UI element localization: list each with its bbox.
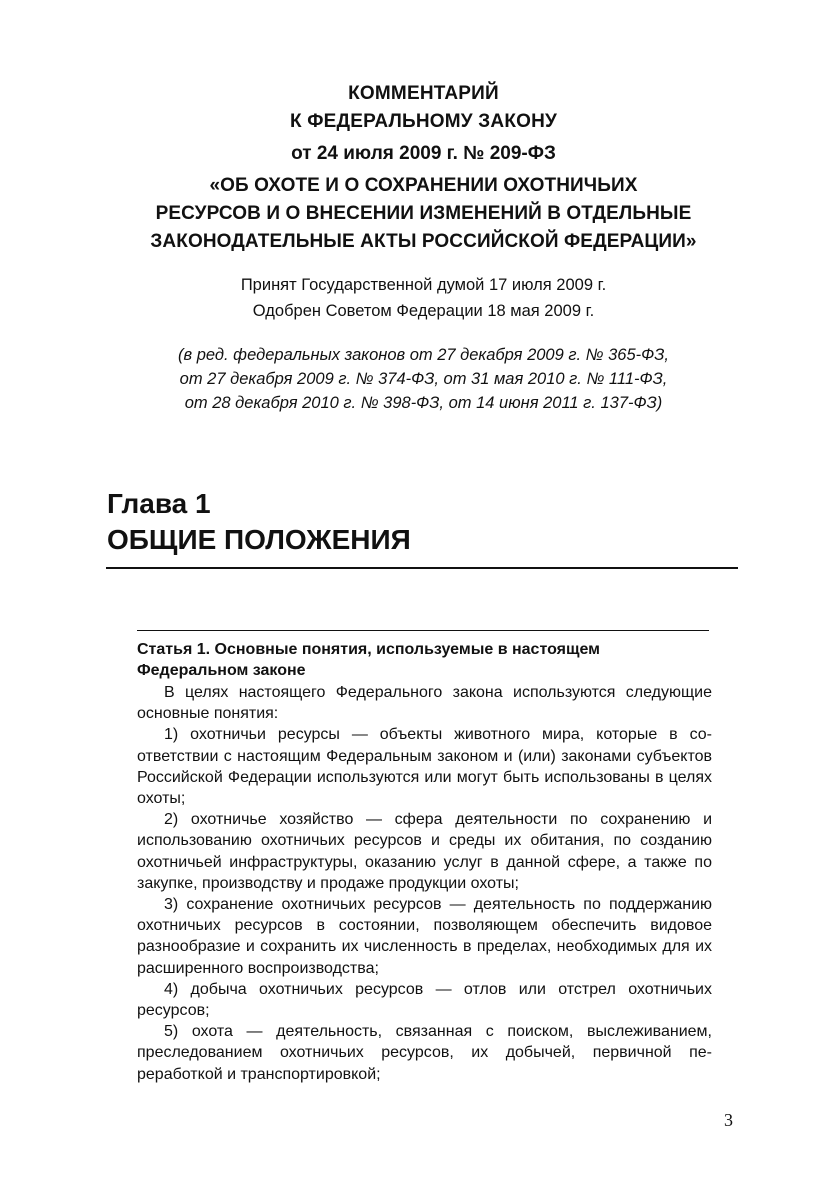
page-number: 3 bbox=[724, 1110, 733, 1130]
article-divider bbox=[137, 630, 709, 631]
amendments-line-2: от 27 декабря 2009 г. № 374-ФЗ, от 31 мая 2010 г. № 111-ФЗ, bbox=[179, 370, 668, 388]
title-line-2: К ФЕДЕРАЛЬНОМУ ЗАКОНУ bbox=[289, 111, 558, 132]
paragraph-1: 1) охотничьи ресурсы — объекты животного мира, которые в соответствии с настоящим Федеральным законом и (или) законами субъектов Российской Федерации используются или могут быть использованы в целях охоты; bbox=[137, 726, 712, 808]
article-title: Статья 1. Основные понятия, используемые в настоящем Федеральном законе bbox=[137, 641, 600, 679]
paragraph-3: 3) сохранение охотничьих ресурсов — деятельность по поддержанию охотничьих ресурсов в состоянии, позволяющем обеспечить видовое разнообразие и сохранить их численность в пределах, необходимых для их расширенного воспроизводства; bbox=[137, 896, 712, 977]
adopted-by-duma: Принят Государственной думой 17 июля 2009 г. bbox=[240, 276, 607, 294]
amendments-line-1: (в ред. федеральных законов от 27 декабря 2009 г. № 365-ФЗ, bbox=[178, 346, 669, 364]
commentary-title bbox=[90, 80, 757, 168]
amendments-note bbox=[90, 343, 757, 415]
adoption-info bbox=[90, 272, 757, 324]
paragraph-4: 4) добыча охотничьих ресурсов — отлов или отстрел охотничьих ресурсов; bbox=[137, 980, 712, 1020]
chapter-heading bbox=[107, 486, 737, 558]
chapter-title: ОБЩИЕ ПОЛОЖЕНИЯ bbox=[107, 524, 411, 555]
paragraph-2: 2) охотничье хозяйство — сфера деятельности по сохранению и использованию охотничьих ресурсов и среды их обитания, по созданию охотничьей инфраструктуры, оказанию услуг в данной сфере, а также по закупке, производству и продаже продукции охоты; bbox=[137, 811, 712, 892]
approved-by-council: Одобрен Советом Федерации 18 мая 2009 г. bbox=[252, 302, 595, 320]
law-name-line-1: «ОБ ОХОТЕ И О СОХРАНЕНИИ ОХОТНИЧЬИХ bbox=[209, 175, 638, 196]
law-name-line-3: ЗАКОНОДАТЕЛЬНЫЕ АКТЫ РОССИЙСКОЙ ФЕДЕРАЦИИ» bbox=[150, 231, 697, 252]
law-date: от 24 июля 2009 г. № 209-ФЗ bbox=[291, 143, 556, 164]
paragraph-5: 5) охота — деятельность, связанная с поиском, выслеживанием, преследованием охотничьих ресурсов, их добычей, первичной переработкой и транспортировкой; bbox=[137, 1023, 712, 1083]
paragraph-intro: В целях настоящего Федерального закона используются следующие основные понятия: bbox=[137, 684, 712, 723]
chapter-number: Глава 1 bbox=[107, 488, 211, 519]
article-body bbox=[137, 682, 712, 1085]
law-name-line-2: РЕСУРСОВ И О ВНЕСЕНИИ ИЗМЕНЕНИЙ В ОТДЕЛЬНЫЕ bbox=[155, 203, 692, 224]
chapter-divider bbox=[106, 567, 738, 569]
amendments-line-3: от 28 декабря 2010 г. № 398-ФЗ, от 14 июня 2011 г. 137-ФЗ) bbox=[184, 394, 663, 412]
title-line-1: КОММЕНТАРИЙ bbox=[348, 83, 499, 104]
law-name bbox=[80, 172, 767, 256]
